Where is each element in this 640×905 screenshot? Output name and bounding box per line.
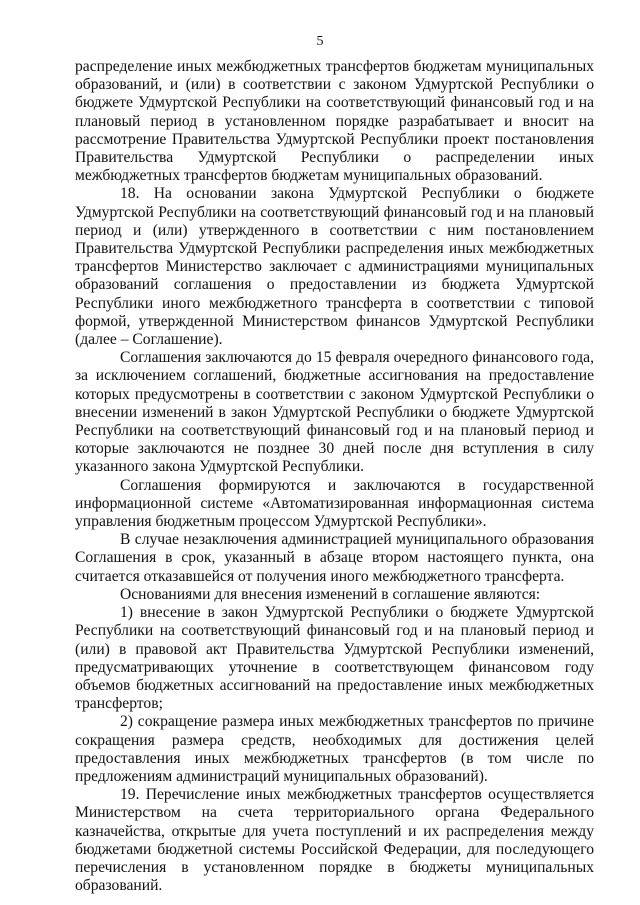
- paragraph-item-18: 18. На основании закона Удмуртской Республики о бюджете Удмуртской Республики на соответствующий финансовый год и на плановый период и (или) утвержденного в соответствии с ним постановлением Правительства Удмуртской Республики распределения иных межбюджетных трансфертов Министерство заключает с администрациями муниципальных образований соглашения о предоставлении из бюджета Удмуртской Республики иного межбюджетного трансферта в соответствии с типовой формой, утвержденной Министерством финансов Удмуртской Республики (далее – Соглашение).: [75, 185, 594, 349]
- document-body: [75, 58, 594, 895]
- paragraph-agreement-system: Соглашения формируются и заключаются в государственной информационной системе «Автоматизированная информационная система управления бюджетным процессом Удмуртской Республики».: [75, 476, 594, 531]
- paragraph-non-conclusion: В случае незаключения администрацией муниципального образования Соглашения в срок, указанный в абзаце втором настоящего пункта, она считается отказавшейся от получения иного межбюджетного трансферта.: [75, 531, 594, 585]
- paragraph-ground-1: 1) внесение в закон Удмуртской Республики о бюджете Удмуртской Республики на соответствующий финансовый год и на плановый период и (или) в правовой акт Правительства Удмуртской Республики изменений, предусматривающих уточнение в соответствующем финансовом году объемов бюджетных ассигнований на предоставление иных межбюджетных трансфертов;: [75, 604, 594, 713]
- paragraph-agreement-deadline: Соглашения заключаются до 15 февраля очередного финансового года, за исключением соглашений, бюджетные ассигнования на предоставление которых предусмотрены в соответствии с законом Удмуртской Республики о внесении изменений в закон Удмуртской Республики о бюджете Удмуртской Республики на соответствующий финансовый год и на плановый период и которые заключаются не позднее 30 дней после дня вступления в силу указанного закона Удмуртской Республики.: [75, 349, 594, 476]
- paragraph-item-19: 19. Перечисление иных межбюджетных трансфертов осуществляется Министерством на счета территориального органа Федерального казначейства, открытые для учета поступлений и их распределения между бюджетами бюджетной системы Российской Федерации, для последующего перечисления в установленном порядке в бюджеты муниципальных образований.: [75, 786, 594, 895]
- paragraph-grounds-intro: Основаниями для внесения изменений в соглашение являются:: [120, 585, 541, 603]
- page-number: 5: [316, 34, 324, 49]
- paragraph-ground-2: 2) сокращение размера иных межбюджетных трансфертов по причине сокращения размера средств, необходимых для достижения целей предоставления иных межбюджетных трансфертов (в том числе по предложениям администраций муниципальных образований).: [75, 713, 594, 785]
- paragraph-continuation: распределение иных межбюджетных трансфертов бюджетам муниципальных образований, и (или) в соответствии с законом Удмуртской Республики о бюджете Удмуртской Республики на соответствующий финансовый год и на плановый период в установленном порядке разрабатывает и вносит на рассмотрение Правительства Удмуртской Республики проект постановления Правительства Удмуртской Республики о распределении иных межбюджетных трансфертов бюджетам муниципальных образований.: [75, 58, 594, 185]
